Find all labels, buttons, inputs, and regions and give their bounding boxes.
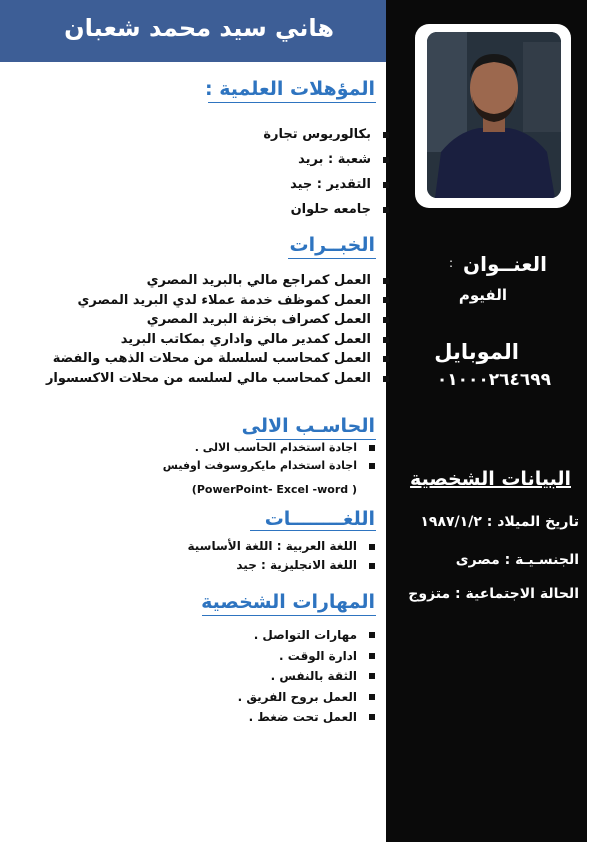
languages-list [187, 537, 357, 575]
list-item: شعبة : بريد [263, 147, 371, 172]
experience-underline [288, 258, 376, 259]
list-item: العمل كمحاسب مالي لسلسه من محلات الاكسسوار [46, 369, 371, 389]
skills-list [238, 625, 357, 728]
computer-title: الحاسـب الالى [241, 415, 375, 437]
list-item: الثقة بالنفس . [238, 666, 357, 687]
address-colon: : [448, 256, 453, 270]
list-item: العمل كمدير مالي واداري بمكاتب البريد [46, 330, 371, 350]
list-item: اجادة استخدام مايكروسوفت اوفيس [163, 457, 357, 475]
list-item: اجادة استخدام الحاسب الالى . [163, 439, 357, 457]
list-item: العمل كمحاسب لسلسلة من محلات الذهب والفضة [46, 349, 371, 369]
languages-title: اللغــــــــات [264, 508, 375, 530]
mobile-value: ٠١٠٠٠٢٦٤٦٩٩ [436, 370, 551, 390]
address-label: العنــوان [463, 252, 547, 276]
marital-status: الحالة الاجتماعية : متزوج [408, 586, 579, 602]
list-item: العمل بروح الفريق . [238, 687, 357, 708]
education-list [263, 122, 371, 222]
nationality: الجنسـيـة : مصرى [455, 552, 579, 568]
mobile-label: الموبايل [434, 340, 519, 364]
skills-underline [202, 615, 376, 616]
computer-list [163, 439, 357, 475]
list-item: العمل تحت ضغط . [238, 707, 357, 728]
candidate-name: هاني سيد محمد شعبان [64, 14, 334, 42]
sidebar-edge [587, 0, 595, 842]
languages-underline [250, 530, 376, 531]
education-underline [208, 102, 376, 103]
profile-photo [427, 32, 561, 198]
office-apps: (PowerPoint- Excel -word ) [191, 483, 357, 496]
list-item: مهارات التواصل . [238, 625, 357, 646]
education-title: المؤهلات العلمية : [205, 78, 375, 100]
list-item: ادارة الوقت . [238, 646, 357, 667]
skills-title: المهارات الشخصية [201, 591, 375, 613]
address-value: الفيوم [458, 286, 507, 304]
person-photo-icon [427, 32, 561, 198]
list-item: اللغة العربية : اللغة الأساسية [187, 537, 357, 556]
experience-list [46, 271, 371, 389]
list-item: بكالوريوس تجارة [263, 122, 371, 147]
list-item: العمل كصراف بخزنة البريد المصري [46, 310, 371, 330]
list-item: اللغة الانجليزية : جيد [187, 556, 357, 575]
list-item: جامعه حلوان [263, 197, 371, 222]
list-item: التقدير : جيد [263, 172, 371, 197]
birth-date: تاريخ الميلاد : ١٩٨٧/١/٢ [420, 514, 579, 530]
experience-title: الخبــرات [289, 234, 375, 256]
personal-data-title: البيانات الشخصية [410, 468, 571, 490]
name-header-bar [0, 0, 386, 62]
list-item: العمل كموظف خدمة عملاء لدي البريد المصري [46, 291, 371, 311]
list-item: العمل كمراجع مالي بالبريد المصري [46, 271, 371, 291]
